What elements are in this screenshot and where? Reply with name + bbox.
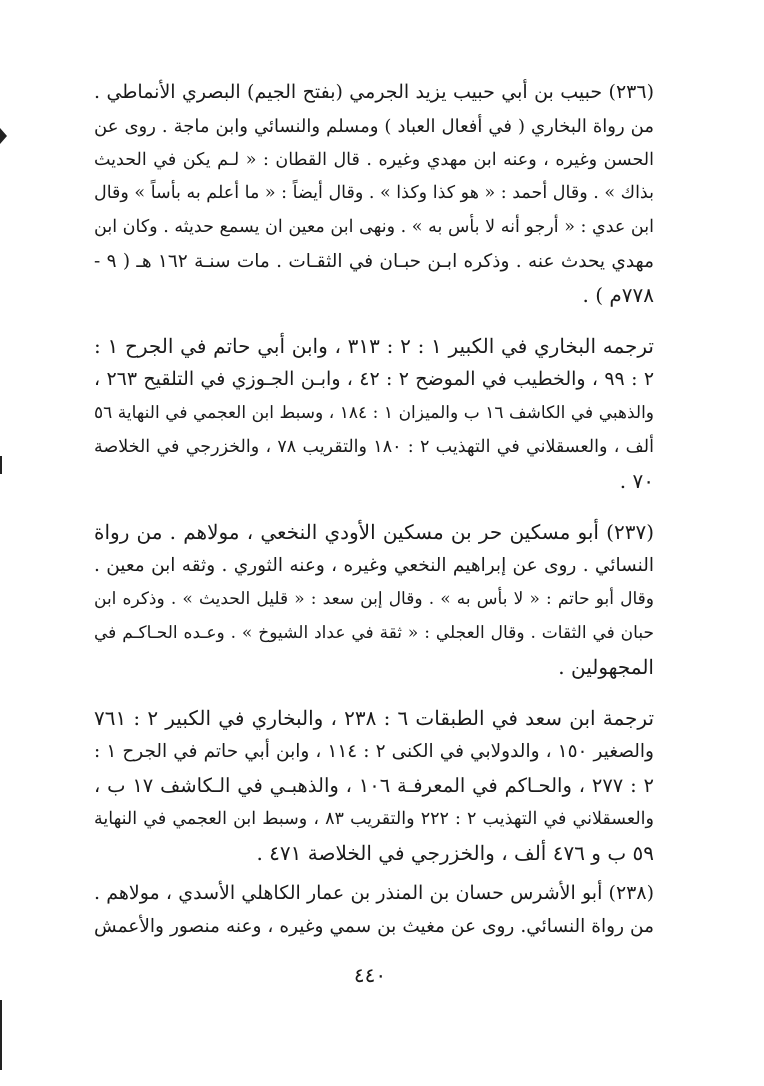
text-line: والذهبي في الكاشف ١٦ ب والميزان ١ : ١٨٤ ، وسبط ابن العجمي في النهاية ٥٦ bbox=[94, 403, 654, 424]
entry-238 bbox=[94, 877, 654, 945]
text-line: الحسن وغيره ، وعنه ابن مهدي وغيره . قال القطان : « لـم يكن في الحديث bbox=[94, 149, 654, 170]
entry-237-references bbox=[94, 702, 654, 871]
scan-edge-mark bbox=[0, 1000, 2, 1070]
text-line: ٢ : ٩٩ ، والخطيب في الموضح ٢ : ٤٢ ، وابـن الجـوزي في التلقيح ٢٦٣ ، bbox=[94, 368, 654, 391]
page-body bbox=[94, 76, 654, 944]
text-line: والصغير ١٥٠ ، والدولابي في الكنى ٢ : ١١٤ ، وابن أبي حاتم في الجرح ١ : bbox=[94, 741, 654, 763]
text-line: ابن عدي : « أرجو أنه لا بأس به » . ونهى ابن معين ان يسمع حديثه . وكان ابن bbox=[94, 217, 654, 238]
text-line: حبان في الثقات . وقال العجلي : « ثقة في عداد الشيوخ » . وعـده الحـاكـم في bbox=[94, 622, 654, 643]
page-number: ٤٤٠ bbox=[353, 963, 387, 987]
text-line: (٢٣٦) حبيب بن أبي حبيب يزيد الجرمي (بفتح الجيم) البصري الأنماطي . bbox=[94, 81, 654, 103]
scan-edge-mark bbox=[0, 456, 2, 474]
entry-236-references bbox=[94, 330, 654, 499]
text-line: مهدي يحدث عنه . وذكره ابـن حبـان في الثقـات . مات سنـة ١٦٢ هـ ( ٩ - bbox=[94, 250, 654, 272]
text-line: وقال أبو حاتم : « لا بأس به » . وقال إبن سعد : « قليل الحديث » . وذكره ابن bbox=[94, 589, 654, 610]
text-line: (٢٣٧) أبو مسكين حر بن مسكين الأودي النخعي ، مولاهم . من رواة bbox=[94, 519, 654, 544]
text-line: (٢٣٨) أبو الأشرس حسان بن المنذر بن عمار الكاهلي الأسدي ، مولاهم . bbox=[94, 881, 654, 904]
text-line: بذاك » . وقال أحمد : « هو كذا وكذا » . وقال أيضاً : « ما أعلم به بأساً » وقال bbox=[94, 183, 654, 204]
text-line: من رواة النسائي. روى عن مغيث بن سمي وغيره ، وعنه منصور والأعمش bbox=[94, 916, 654, 938]
text-line: ٥٩ ب و ٤٧٦ ألف ، والخزرجي في الخلاصة ٤٧١ . bbox=[256, 840, 654, 865]
text-line: ٧٠ . bbox=[619, 468, 654, 493]
entry-237 bbox=[94, 516, 654, 685]
text-line: ٢ : ٢٧٧ ، والحـاكم في المعرفـة ١٠٦ ، والذهبـي في الـكاشف ١٧ ب ، bbox=[94, 774, 654, 798]
scan-edge-mark bbox=[0, 128, 7, 144]
entry-236 bbox=[94, 76, 654, 313]
text-line: والعسقلاني في التهذيب ٢ : ٢٢٢ والتقريب ٨٣ ، وسبط ابن العجمي في النهاية bbox=[94, 808, 654, 829]
text-line: ترجمة ابن سعد في الطبقات ٦ : ٢٣٨ ، والبخاري في الكبير ٢ : ٧٦١ bbox=[94, 705, 654, 730]
text-line: ٧٧٨م ) . bbox=[582, 282, 654, 307]
text-line: ترجمه البخاري في الكبير ١ : ٢ : ٣١٣ ، وابن أبي حاتم في الجرح ١ : bbox=[94, 333, 654, 358]
text-line: من رواة البخاري ( في أفعال العباد ) ومسلم والنسائي وابن ماجة . روى عن bbox=[94, 115, 654, 137]
text-line: ألف ، والعسقلاني في التهذيب ٢ : ١٨٠ والتقريب ٧٨ ، والخزرجي في الخلاصة bbox=[94, 436, 654, 457]
text-line: المجهولين . bbox=[558, 654, 654, 679]
text-line: النسائي . روى عن إبراهيم النخعي وغيره ، وعنه الثوري . وثقه ابن معين . bbox=[94, 555, 654, 577]
